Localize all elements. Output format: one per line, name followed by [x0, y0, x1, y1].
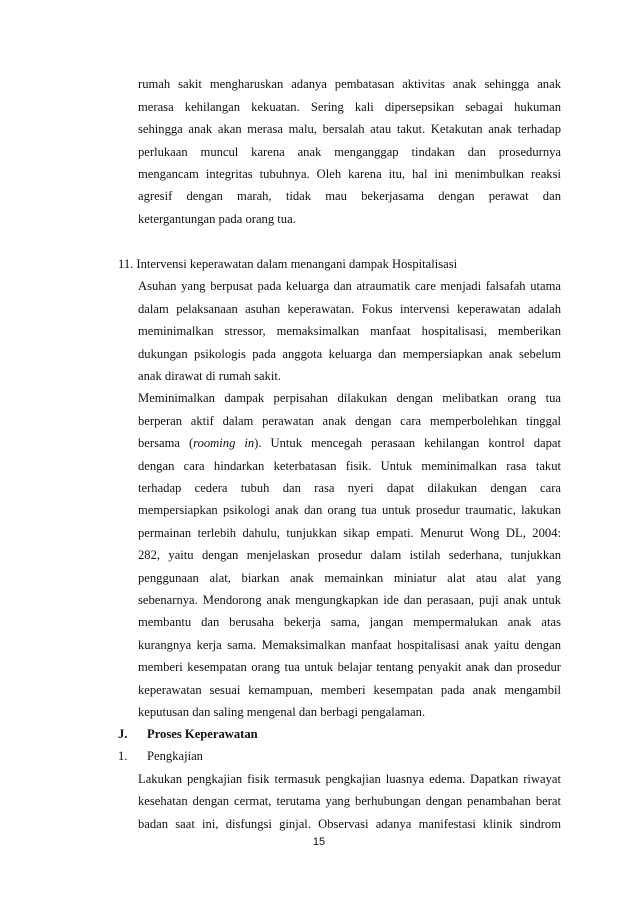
paragraph-line: kurangnya kerja sama. Memaksimalkan manfaat hospitalisasi anak yaitu dengan [138, 638, 561, 652]
paragraph-line: berperan aktif dalam perawatan anak dengan cara memperbolehkan tinggal [138, 414, 561, 428]
paragraph-line: terhadap cedera tubuh dan rasa nyeri dapat dilakukan dengan cara [138, 481, 561, 495]
paragraph-line: Asuhan yang berpusat pada keluarga dan atraumatik care menjadi falsafah utama [138, 279, 561, 293]
paragraph-line: permainan terlebih dahulu, tunjukkan sikap empati. Menurut Wong DL, 2004: [138, 526, 561, 540]
paragraph-line: Lakukan pengkajian fisik termasuk pengkajian luasnya edema. Dapatkan riwayat [138, 772, 561, 786]
paragraph-line: kesehatan dengan cermat, terutama yang berhubungan dengan penambahan berat [138, 794, 561, 808]
paragraph-line: dalam pelaksanaan asuhan keperawatan. Fokus intervensi keperawatan adalah [138, 302, 561, 316]
paragraph-line: dengan cara hindarkan keterbatasan fisik. Untuk meminimalkan rasa takut [138, 459, 561, 473]
paragraph-line: penggunaan alat, biarkan anak memainkan miniatur alat atau alat yang [138, 571, 561, 585]
paragraph-line: badan saat ini, disfungsi ginjal. Observasi adanya manifestasi klinik sindrom [138, 817, 561, 831]
paragraph-line: mempersiapkan psikologi anak dan orang tua untuk prosedur traumatic, lakukan [138, 503, 561, 517]
paragraph-line-rooming-in [138, 436, 561, 451]
paragraph-line: keperawatan sesuai kemampuan, memberi kesempatan pada anak mengambil [138, 683, 561, 697]
italic-term: rooming in [193, 436, 255, 450]
paragraph-line: sebenarnya. Mendorong anak mengungkapkan ide dan perasaan, puji anak untuk [138, 593, 561, 607]
paragraph-line: anak dirawat di rumah sakit. [138, 369, 282, 383]
paragraph-line: Meminimalkan dampak perpisahan dilakukan dengan melibatkan orang tua [138, 391, 561, 405]
subsection-number: 1. [118, 749, 128, 763]
paragraph-line: agresif dengan marah, tidak mau bekerjasama dengan perawat dan [138, 189, 561, 203]
text-segment: bersama ( [138, 436, 194, 450]
paragraph-line: 282, yaitu dengan menjelaskan prosedur dalam istilah sederhana, tunjukkan [138, 548, 561, 562]
paragraph-line: rumah sakit mengharuskan adanya pembatasan aktivitas anak sehingga anak [138, 77, 561, 91]
paragraph-line: dukungan psikologis pada anggota keluarga dan mempersiapkan anak sebelum [138, 347, 561, 361]
paragraph-line: perlukaan muncul karena anak menganggap tindakan dan prosedurnya [138, 145, 561, 159]
paragraph-line: sehingga anak akan merasa malu, bersalah atau takut. Ketakutan anak terhadap [138, 122, 561, 136]
text-segment: ). Untuk mencegah perasaan kehilangan kontrol dapat [254, 436, 561, 450]
paragraph-line: memberi kesempatan orang tua untuk belajar tentang penyakit anak dan prosedur [138, 660, 561, 674]
paragraph-line: mengancam integritas tubuhnya. Oleh karena itu, hal ini menimbulkan reaksi [138, 167, 561, 181]
list-heading-11: 11. Intervensi keperawatan dalam menangani dampak Hospitalisasi [118, 257, 458, 271]
paragraph-line: membantu dan berusaha bekerja sama, jangan mempermalukan anak atas [138, 615, 561, 629]
paragraph-line: merasa kehilangan kekuatan. Sering kali dipersepsikan sebagai hukuman [138, 100, 561, 114]
page-number: 15 [312, 836, 326, 848]
subsection-title: Pengkajian [147, 749, 203, 763]
paragraph-line: meminimalkan stressor, memaksimalkan manfaat hospitalisasi, memberikan [138, 324, 561, 338]
section-letter: J. [118, 727, 128, 741]
section-title: Proses Keperawatan [147, 727, 258, 741]
paragraph-line: ketergantungan pada orang tua. [138, 212, 296, 226]
paragraph-line: keputusan dan saling mengenal dan berbagi pengalaman. [138, 705, 426, 719]
